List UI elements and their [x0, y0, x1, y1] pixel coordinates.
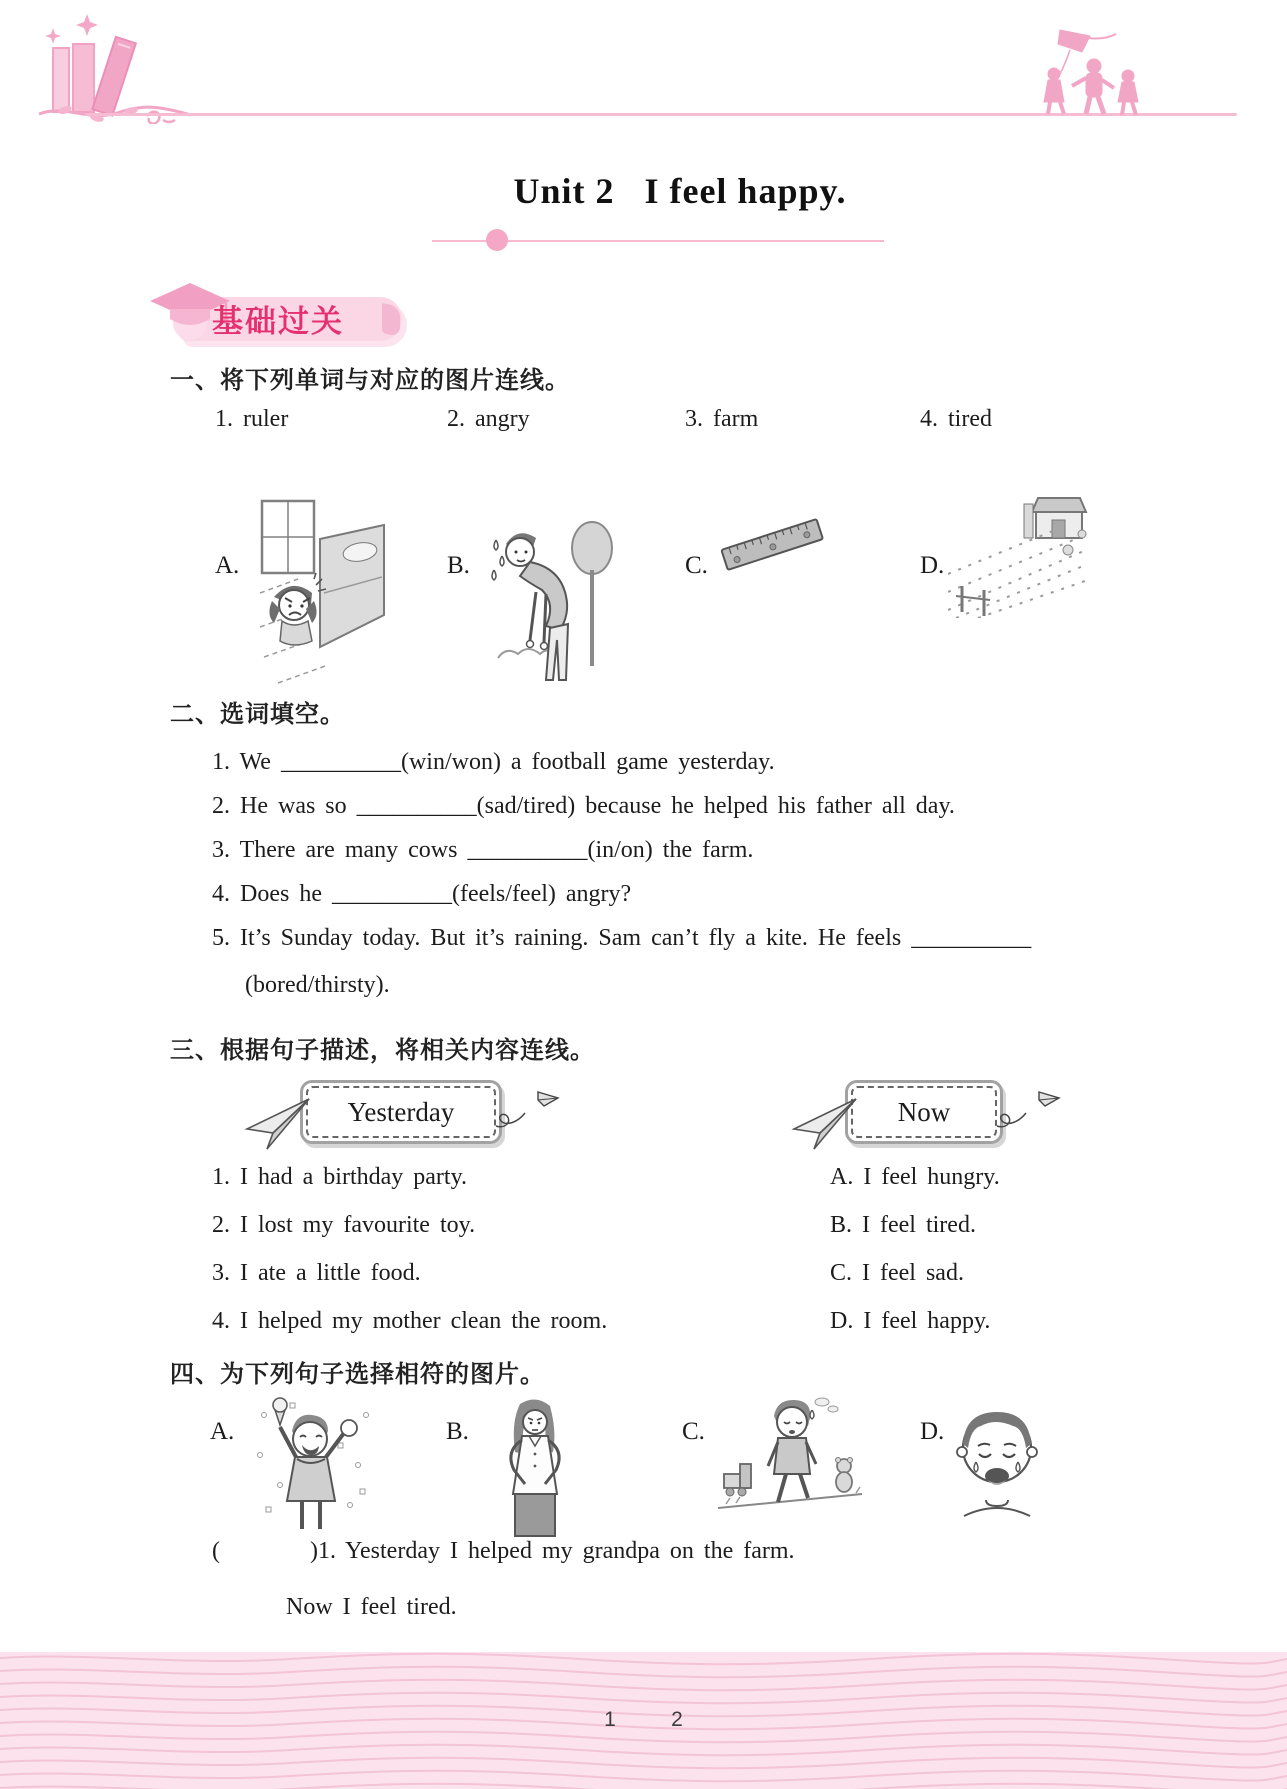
word-farm: 3. farm	[685, 406, 759, 432]
match-right-a: A. I feel hungry.	[830, 1164, 1000, 1190]
section-two-heading: 二、选词填空。	[170, 701, 345, 728]
kite-children-icon	[1002, 26, 1197, 118]
section-four-heading: 四、为下列句子选择相符的图片。	[170, 1361, 545, 1388]
title-dot	[486, 229, 508, 251]
page-number-right: 2	[671, 1708, 683, 1731]
match-left-4: 4. I helped my mother clean the room.	[212, 1308, 608, 1334]
paper-plane-icon	[243, 1095, 315, 1153]
picture-b-label: B.	[447, 552, 470, 579]
page-number-left: 1	[604, 1708, 616, 1731]
paper-plane-swirl-icon	[995, 1086, 1063, 1134]
picture2-b-label: B.	[446, 1418, 469, 1445]
section-one-heading: 一、将下列单词与对应的图片连线。	[170, 367, 570, 394]
match-right-d: D. I feel happy.	[830, 1308, 991, 1334]
word-ruler: 1. ruler	[215, 406, 289, 432]
picture-boy-crying	[950, 1396, 1044, 1518]
fill-item-5-line2: (bored/thirsty).	[245, 972, 390, 998]
paper-plane-icon	[790, 1095, 862, 1153]
question-1-line2: Now I feel tired.	[286, 1594, 457, 1620]
picture-a-label: A.	[215, 552, 240, 579]
picture-man-tired-bending	[488, 500, 618, 686]
section-three-heading: 三、根据句子描述，将相关内容连线。	[170, 1037, 595, 1064]
fill-item-4: 4. Does he __________(feels/feel) angry?	[212, 881, 632, 907]
picture2-d-label: D.	[920, 1418, 945, 1445]
picture-girl-angry-in-bedroom	[258, 497, 386, 689]
footer-wave-band	[0, 1652, 1287, 1789]
word-angry: 2. angry	[447, 406, 530, 432]
section-badge	[150, 291, 402, 341]
badge-label: 基础过关	[212, 304, 344, 339]
picture-d-label: D.	[920, 552, 945, 579]
picture-boy-happy-snow	[250, 1395, 372, 1537]
match-left-1: 1. I had a birthday party.	[212, 1164, 468, 1190]
picture-woman-hands-on-hips	[488, 1396, 582, 1542]
question-1: ( )1. Yesterday I helped my grandpa on the farm.	[212, 1538, 795, 1564]
page-title: Unit 2 I feel happy.	[513, 171, 847, 211]
picture2-c-label: C.	[682, 1418, 705, 1445]
picture-ruler	[712, 506, 832, 582]
fill-item-5: 5. It’s Sunday today. But it’s raining. Sam can’t fly a kite. He feels __________	[212, 925, 1032, 951]
now-box-label: Now	[897, 1096, 951, 1127]
fill-item-2: 2. He was so __________(sad/tired) because he helped his father all day.	[212, 793, 955, 819]
picture-farm-field	[948, 492, 1088, 618]
match-right-b: B. I feel tired.	[830, 1212, 976, 1238]
fill-item-3: 3. There are many cows __________(in/on) the farm.	[212, 837, 754, 863]
yesterday-box	[300, 1080, 502, 1144]
word-tired: 4. tired	[920, 406, 992, 432]
match-left-2: 2. I lost my favourite toy.	[212, 1212, 476, 1238]
match-left-3: 3. I ate a little food.	[212, 1260, 421, 1286]
yesterday-box-label: Yesterday	[347, 1096, 455, 1127]
books-decoration-icon	[35, 12, 195, 124]
paper-plane-swirl-icon	[494, 1086, 562, 1134]
fill-item-1: 1. We __________(win/won) a football game yesterday.	[212, 749, 775, 775]
picture-boy-tired-with-toys	[716, 1392, 864, 1527]
picture2-a-label: A.	[210, 1418, 235, 1445]
picture-c-label: C.	[685, 552, 708, 579]
now-box	[845, 1080, 1003, 1144]
match-right-c: C. I feel sad.	[830, 1260, 964, 1286]
